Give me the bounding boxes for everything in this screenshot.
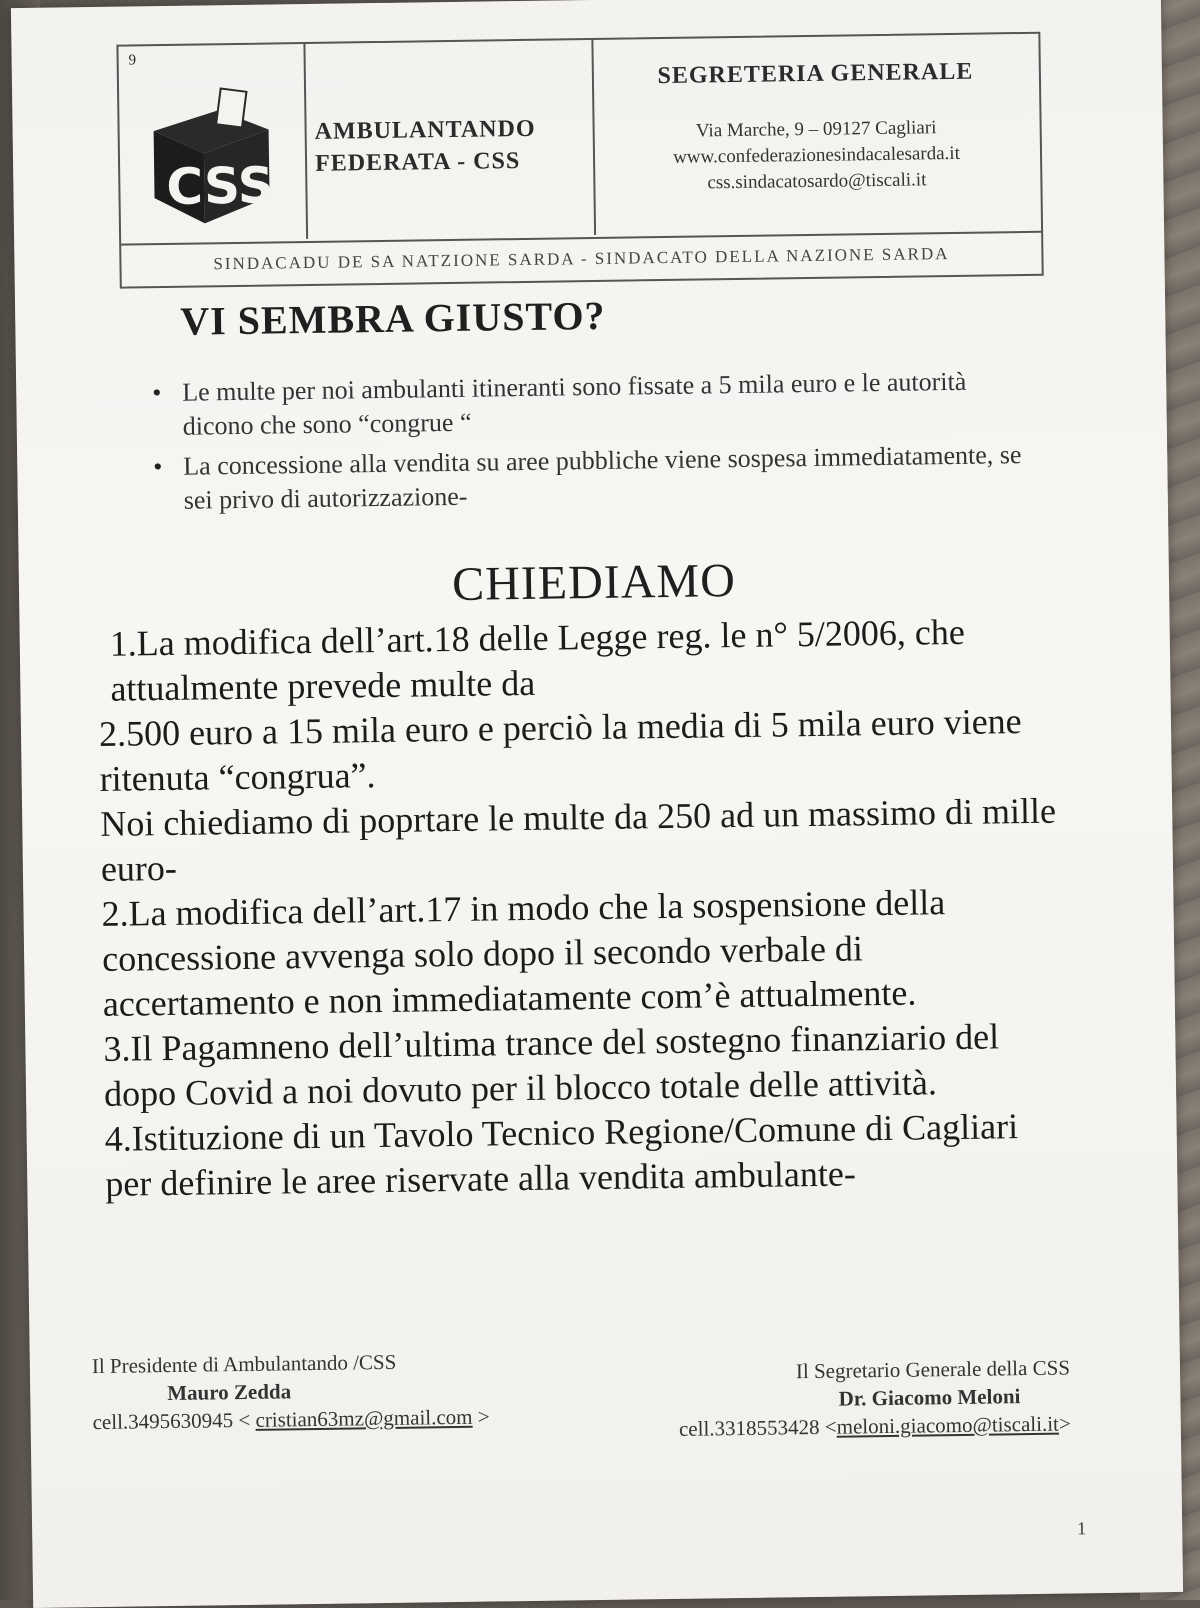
signature-right <box>600 1353 1071 1444</box>
bullet-list <box>146 364 1028 524</box>
demands-list <box>97 609 1065 1207</box>
phone-text: cell.3495630945 < <box>92 1407 251 1435</box>
contact-suffix: > <box>1058 1411 1071 1436</box>
address-cell <box>593 34 1039 235</box>
address-line: Via Marche, 9 – 09127 Cagliari <box>695 117 937 142</box>
signature-contact <box>92 1402 552 1436</box>
motto-bar: SINDACADU DE SA NATZIONE SARDA - SINDACATO DELLA NAZIONE SARDA <box>121 231 1041 286</box>
flyer-page <box>11 0 1183 1608</box>
email-link[interactable]: meloni.giacomo@tiscali.it <box>836 1411 1060 1439</box>
demands-title: CHIEDIAMO <box>451 554 737 611</box>
org-name <box>314 113 536 180</box>
demand-paragraph: 2.La modifica dell’art.17 in modo che la sospensione della concessione avvenga solo dopo il secondo verbale di accertamento e non immediatamente com’è attualmente. <box>101 882 946 1024</box>
page-mark: 9 <box>128 52 137 69</box>
signature-name: Dr. Giacomo Meloni <box>838 1384 1021 1411</box>
contact-suffix: > <box>472 1404 490 1429</box>
demand-paragraph: 1.La modifica dell’art.18 delle Legge reg. le n° 5/2006, che attualmente prevede multe da <box>109 611 966 709</box>
signature-role: Il Segretario Generale della CSS <box>795 1355 1071 1384</box>
email-link[interactable]: cristian63mz@gmail.com <box>255 1404 473 1432</box>
signature-name: Mauro Zedda <box>167 1379 292 1406</box>
org-name-line1: AMBULANTANDO <box>314 115 536 145</box>
headline: VI SEMBRA GIUSTO? <box>179 292 606 344</box>
website-line: www.confederazionesindacalesarda.it <box>672 142 961 168</box>
bullet-item: • La concessione alla vendita su aree pubbliche viene sospesa immediatamente, se sei privo di autorizzazione- <box>147 438 1028 518</box>
page-number: 1 <box>1077 1518 1087 1539</box>
signature-left <box>92 1346 553 1436</box>
letterhead <box>116 32 1043 289</box>
ballot-box-logo <box>143 84 275 226</box>
logo-letters: CSS <box>165 156 275 216</box>
logo-cell <box>118 44 308 242</box>
demand-paragraph: Noi chiediamo di poprtare le multe da 250 ad un massimo di mille euro- <box>100 790 1057 889</box>
email-line: css.sindacatosardo@tiscali.it <box>707 169 927 194</box>
secretariat-title: SEGRETERIA GENERALE <box>657 58 974 90</box>
letterhead-top-row <box>118 34 1041 242</box>
bullet-item: • Le multe per noi ambulanti itineranti sono fissate a 5 mila euro e le autorità dicono che sono “congrue “ <box>146 364 1027 444</box>
demand-paragraph: 4.Istituzione di un Tavolo Tecnico Regione/Comune di Cagliari per definire le aree riservate alla vendita ambulante- <box>104 1106 1019 1204</box>
org-name-line2: FEDERATA - CSS <box>314 148 521 177</box>
signature-contact <box>601 1409 1071 1444</box>
demand-paragraph: 3.Il Pagamneno dell’ultima trance del sostegno finanziario del dopo Covid a noi dovuto per il blocco totale delle attività. <box>103 1016 1000 1114</box>
org-name-cell <box>305 40 596 239</box>
phone-text: cell.3318553428 < <box>678 1414 837 1441</box>
demand-paragraph: 2.500 euro a 15 mila euro e perciò la media di 5 mila euro viene ritenuta “congrua”. <box>98 701 1022 799</box>
signature-role: Il Presidente di Ambulantando /CSS <box>91 1349 397 1379</box>
